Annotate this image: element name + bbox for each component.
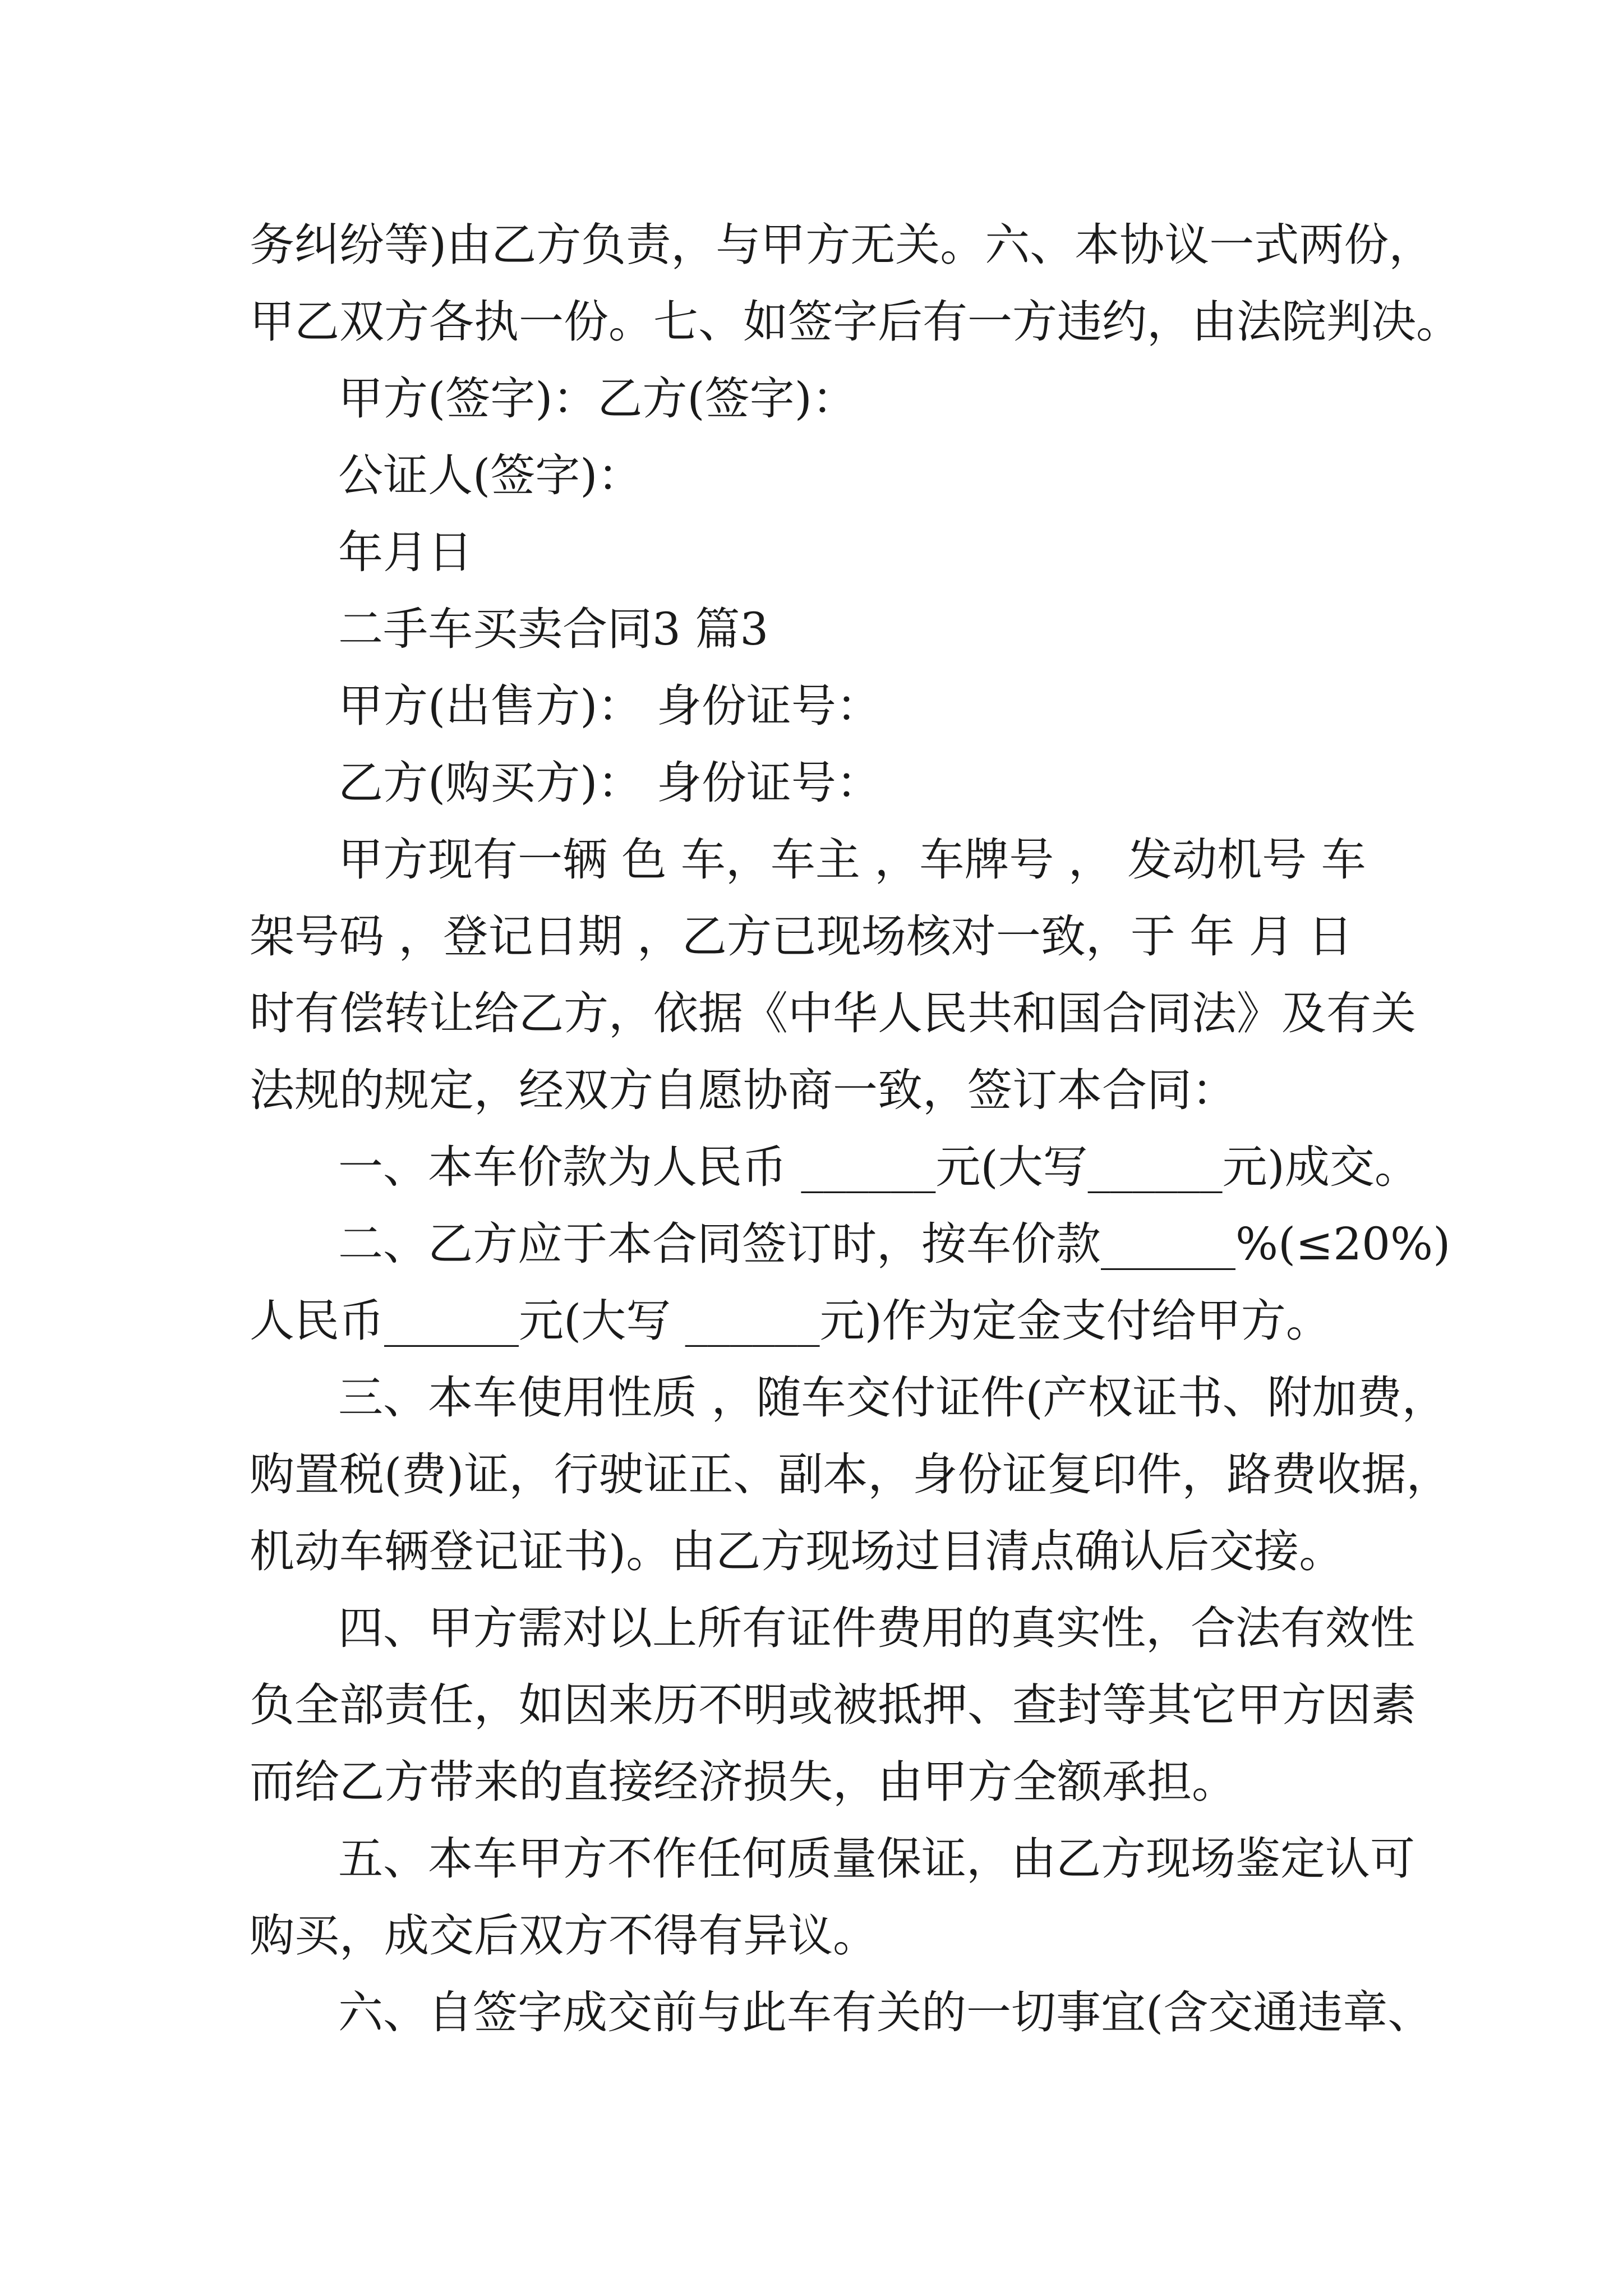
clause-3: 三、本车使用性质 ，随车交付证件(产权证书、附加费， bbox=[338, 1372, 1447, 1424]
clause-2: 二、乙方应于本合同签订时，按车价款______%(≤20%) bbox=[338, 1218, 1451, 1270]
text-line: 务纠纷等)由乙方负责，与甲方无关。六、本协议一式两份， bbox=[250, 219, 1434, 271]
text-line: 购置税(费)证，行驶证正、副本，身份证复印件，路费收据， bbox=[250, 1448, 1451, 1501]
clause-6: 六、自签字成交前与此车有关的一切事宜(含交通违章、 bbox=[338, 1986, 1433, 2039]
contract-text bbox=[250, 206, 1461, 2051]
date-line: 年月日 bbox=[338, 526, 473, 578]
text-line: 甲方现有一辆 色 车，车主 ，车牌号 ， 发动机号 车 bbox=[338, 834, 1366, 886]
signature-line-notary: 公证人(签字)： bbox=[338, 449, 643, 501]
text-line: 机动车辆登记证书)。由乙方现场过目清点确认后交接。 bbox=[250, 1525, 1344, 1577]
clause-5: 五、本车甲方不作任何质量保证，由乙方现场鉴定认可 bbox=[338, 1833, 1415, 1885]
clause-4: 四、甲方需对以上所有证件费用的真实性，合法有效性 bbox=[338, 1602, 1415, 1654]
text-line: 时有偿转让给乙方，依据《中华人民共和国合同法》及有关 bbox=[250, 987, 1416, 1039]
text-line: 而给乙方带来的直接经济损失，由甲方全额承担。 bbox=[250, 1756, 1237, 1808]
text-line: 架号码 ，登记日期 ，乙方已现场核对一致，于 年 月 日 bbox=[250, 910, 1353, 963]
seller-line: 甲方(出售方)： 身份证号： bbox=[338, 680, 881, 732]
text-line: 法规的规定，经双方自愿协商一致，签订本合同： bbox=[250, 1064, 1237, 1116]
clause-1: 一、本车价款为人民币 ______元(大写______元)成交。 bbox=[338, 1141, 1419, 1193]
text-line: 负全部责任，如因来历不明或被抵押、查封等其它甲方因素 bbox=[250, 1679, 1416, 1731]
signature-line-parties: 甲方(签字)：乙方(签字)： bbox=[338, 372, 857, 425]
buyer-line: 乙方(购买方)： 身份证号： bbox=[338, 757, 881, 809]
text-line: 甲乙双方各执一份。七、如签字后有一方违约，由法院判决。 bbox=[250, 296, 1461, 348]
text-line: 人民币______元(大写 ______元)作为定金支付给甲方。 bbox=[250, 1295, 1331, 1347]
section-title: 二手车买卖合同3 篇3 bbox=[338, 603, 769, 655]
text-line: 购买，成交后双方不得有异议。 bbox=[250, 1910, 878, 1962]
